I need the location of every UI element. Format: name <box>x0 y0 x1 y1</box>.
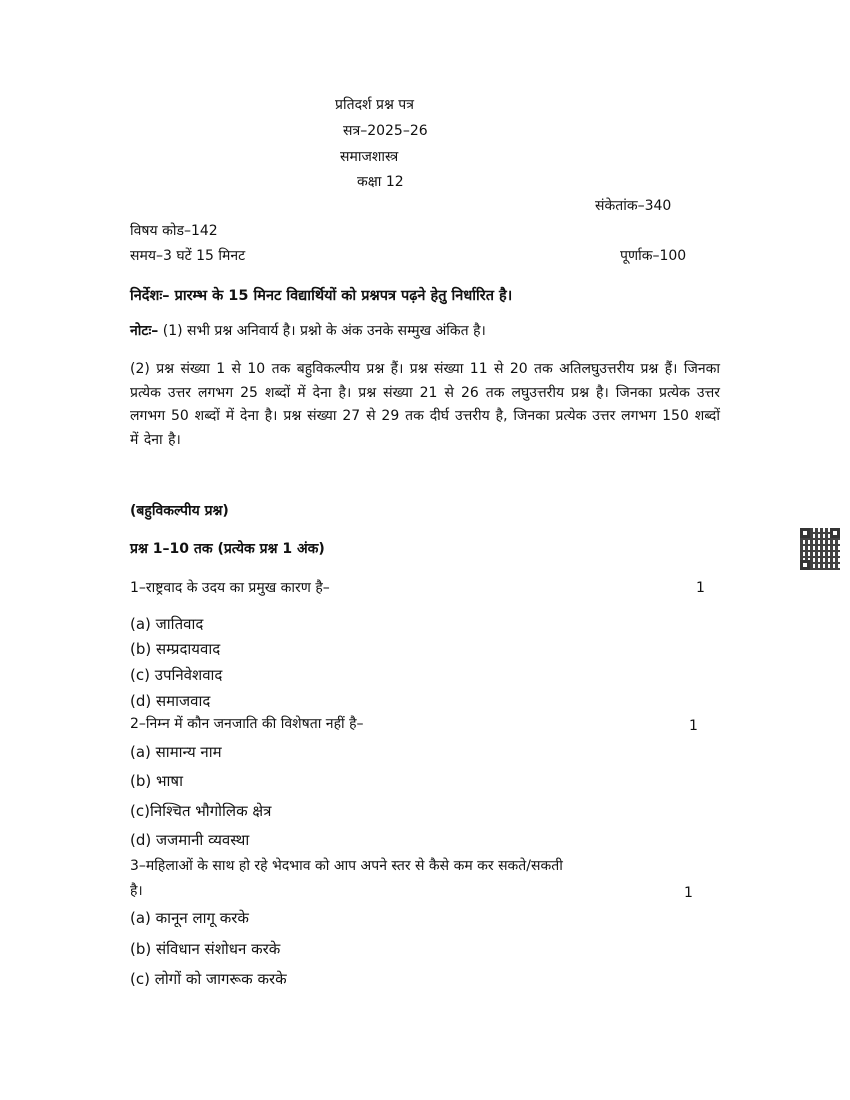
q1-option-c: (c) उपनिवेशवाद <box>130 666 223 684</box>
q3-option-a: (a) कानून लागू करके <box>130 909 249 927</box>
code-number: संकेतांक–340 <box>595 198 672 214</box>
q3-option-c: (c) लोगों को जागरूक करके <box>130 970 287 988</box>
question-2: 2–निम्न में कौन जनजाति की विशेषता नहीं है– <box>130 716 364 732</box>
question-3-cont: है। <box>130 883 143 899</box>
paper-title: प्रतिदर्श प्रश्न पत्र <box>335 97 414 113</box>
qr-code-icon <box>800 528 840 570</box>
q2-option-d: (d) जजमानी व्यवस्था <box>130 831 250 849</box>
q2-option-c: (c)निश्चित भौगोलिक क्षेत्र <box>130 802 272 820</box>
question-1: 1–राष्ट्रवाद के उदय का प्रमुख कारण है– <box>130 580 330 596</box>
question-range: प्रश्न 1–10 तक (प्रत्येक प्रश्न 1 अंक) <box>130 541 325 557</box>
question-1-marks: 1 <box>696 580 705 596</box>
q2-option-a: (a) सामान्य नाम <box>130 743 222 761</box>
q2-option-b: (b) भाषा <box>130 772 183 790</box>
section-heading: (बहुविकल्पीय प्रश्न) <box>130 503 229 519</box>
subject-name: समाजशास्त्र <box>340 149 399 165</box>
question-2-marks: 1 <box>689 718 698 734</box>
q1-option-b: (b) सम्प्रदायवाद <box>130 640 221 658</box>
q3-option-b: (b) संविधान संशोधन करके <box>130 940 281 958</box>
q1-option-a: (a) जातिवाद <box>130 615 204 633</box>
direction-text: निर्देशः– प्रारम्भ के 15 मिनट विद्यार्थियों को प्रश्नपत्र पढ़ने हेतु निर्धारित है। <box>130 288 513 304</box>
subject-code: विषय कोड–142 <box>130 223 218 239</box>
question-3: 3–महिलाओं के साथ हो रहे भेदभाव को आप अपने स्तर से कैसे कम कर सकते/सकती <box>130 858 563 874</box>
time-allowed: समय–3 घटें 15 मिनट <box>130 248 246 264</box>
session: सत्र–2025–26 <box>343 123 428 139</box>
note-1-text: (1) सभी प्रश्न अनिवार्य है। प्रश्नो के अंक उनके सम्मुख अंकित है। <box>158 323 486 339</box>
note-label: नोटः– <box>130 323 159 339</box>
note-1 <box>130 322 486 340</box>
note-2: (2) प्रश्न संख्या 1 से 10 तक बहुविकल्पीय प्रश्न हैं। प्रश्न संख्या 11 से 20 तक अतिलघुउत्तरीय प्रश्न हैं। जिनका प्रत्येक उत्तर लगभग 25 शब्दों में देना है। प्रश्न संख्या 21 से 26 तक लघुउत्तरीय प्रश्न है। जिनका प्रत्येक उत्तर लगभग 50 शब्दों में देना है। प्रश्न संख्या 27 से 29 तक दीर्घ उत्तरीय है, जिनका प्रत्येक उत्तर लगभग 150 शब्दों में देना है। <box>130 361 720 448</box>
class-label: कक्षा 12 <box>357 174 404 190</box>
max-marks: पूर्णाक–100 <box>620 248 687 264</box>
q1-option-d: (d) समाजवाद <box>130 692 211 710</box>
question-3-marks: 1 <box>684 885 693 901</box>
